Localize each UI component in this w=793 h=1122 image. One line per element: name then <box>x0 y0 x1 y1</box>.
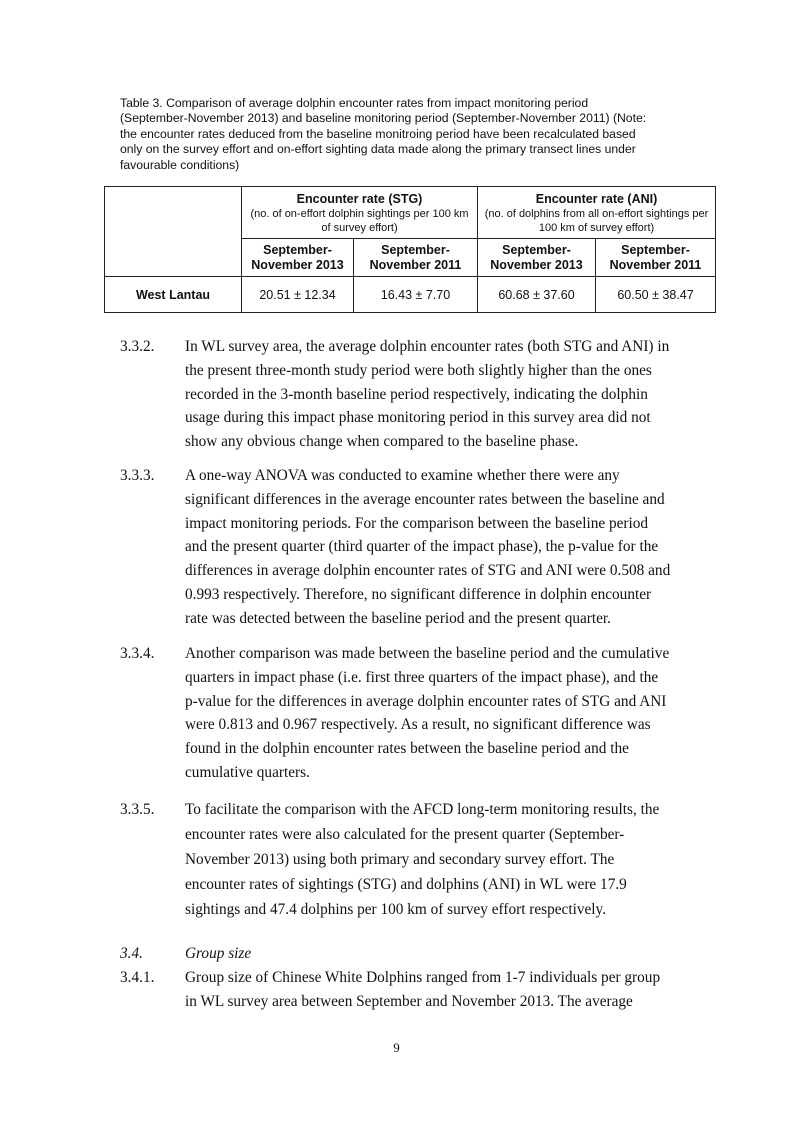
group-header-ani <box>478 187 716 239</box>
paragraph-text: A one-way ANOVA was conducted to examine whether there were any significant differences in the average encounter rates between the baseline and impact monitoring periods. For the comparison between the baseline period and the present quarter (third quarter of the impact phase), the p-value for the differences in average dolphin encounter rates of STG and ANI were 0.508 and 0.993 respectively. Therefore, no significant difference in dolphin encounter rate was detected between the baseline period and the present quarter. <box>185 467 671 627</box>
group-subtitle-stg: (no. of on-effort dolphin sightings per 100 km of survey effort) <box>250 207 469 234</box>
group-subtitle-ani: (no. of dolphins from all on-effort sightings per 100 km of survey effort) <box>484 207 709 234</box>
page-number: 9 <box>393 1040 400 1055</box>
period-header: September- November 2011 <box>596 239 716 277</box>
paragraph-number: 3.3.3. <box>120 467 155 484</box>
paragraph-number: 3.3.5. <box>120 801 155 818</box>
section-title: Group size <box>185 945 252 962</box>
paragraph-text: Another comparison was made between the baseline period and the cumulative quarters in impact phase (i.e. first three quarters of the impact phase), and the p-value for the differences in average dolphin encounter rates of STG and ANI were 0.813 and 0.967 respectively. As a result, no significant difference was found in the dolphin encounter rates between the baseline period and the cumulative quarters. <box>185 645 670 781</box>
group-title-ani: Encounter rate (ANI) <box>535 191 658 206</box>
group-title-stg: Encounter rate (STG) <box>296 191 423 206</box>
paragraph-number: 3.3.2. <box>120 338 155 355</box>
table-caption: Table 3. Comparison of average dolphin encounter rates from impact monitoring period (September-November 2013) and baseline monitoring period (September-November 2011) (Note: the encounter rates deduced from the baseline monitroing period have been recalculated based only on the survey effort and on-effort sighting data made along the primary transect lines under favourable conditions) <box>120 96 647 172</box>
paragraph-text: To facilitate the comparison with the AFCD long-term monitoring results, the encounter rates were also calculated for the present quarter (September- November 2013) using both primary and secondary survey effort. The encounter rates of sightings (STG) and dolphins (ANI) in WL were 17.9 sightings and 47.4 dolphins per 100 km of survey effort respectively. <box>185 801 660 918</box>
paragraph-number: 3.4.1. <box>120 969 155 986</box>
paragraph-text: In WL survey area, the average dolphin encounter rates (both STG and ANI) in the present three-month study period were both slightly higher than the ones recorded in the 3-month baseline period respectively, indicating the dolphin usage during this impact phase monitoring period in this survey area did not show any obvious change when compared to the baseline phase. <box>185 338 670 451</box>
table-cell: 20.51 ± 12.34 <box>242 277 354 313</box>
table-cell: 60.50 ± 38.47 <box>596 277 716 313</box>
period-header: September- November 2011 <box>354 239 478 277</box>
period-header: September- November 2013 <box>242 239 354 277</box>
section-number: 3.4. <box>120 945 143 962</box>
period-header: September- November 2013 <box>478 239 596 277</box>
group-header-stg <box>242 187 478 239</box>
paragraph-text: Group size of Chinese White Dolphins ranged from 1-7 individuals per group in WL survey area between September and November 2013. The average <box>185 969 661 1010</box>
table-cell: 60.68 ± 37.60 <box>478 277 596 313</box>
paragraph-number: 3.3.4. <box>120 645 155 662</box>
encounter-rate-table <box>104 186 716 313</box>
table-corner-cell <box>105 187 242 277</box>
table-cell: 16.43 ± 7.70 <box>354 277 478 313</box>
row-label-west-lantau: West Lantau <box>105 277 242 313</box>
